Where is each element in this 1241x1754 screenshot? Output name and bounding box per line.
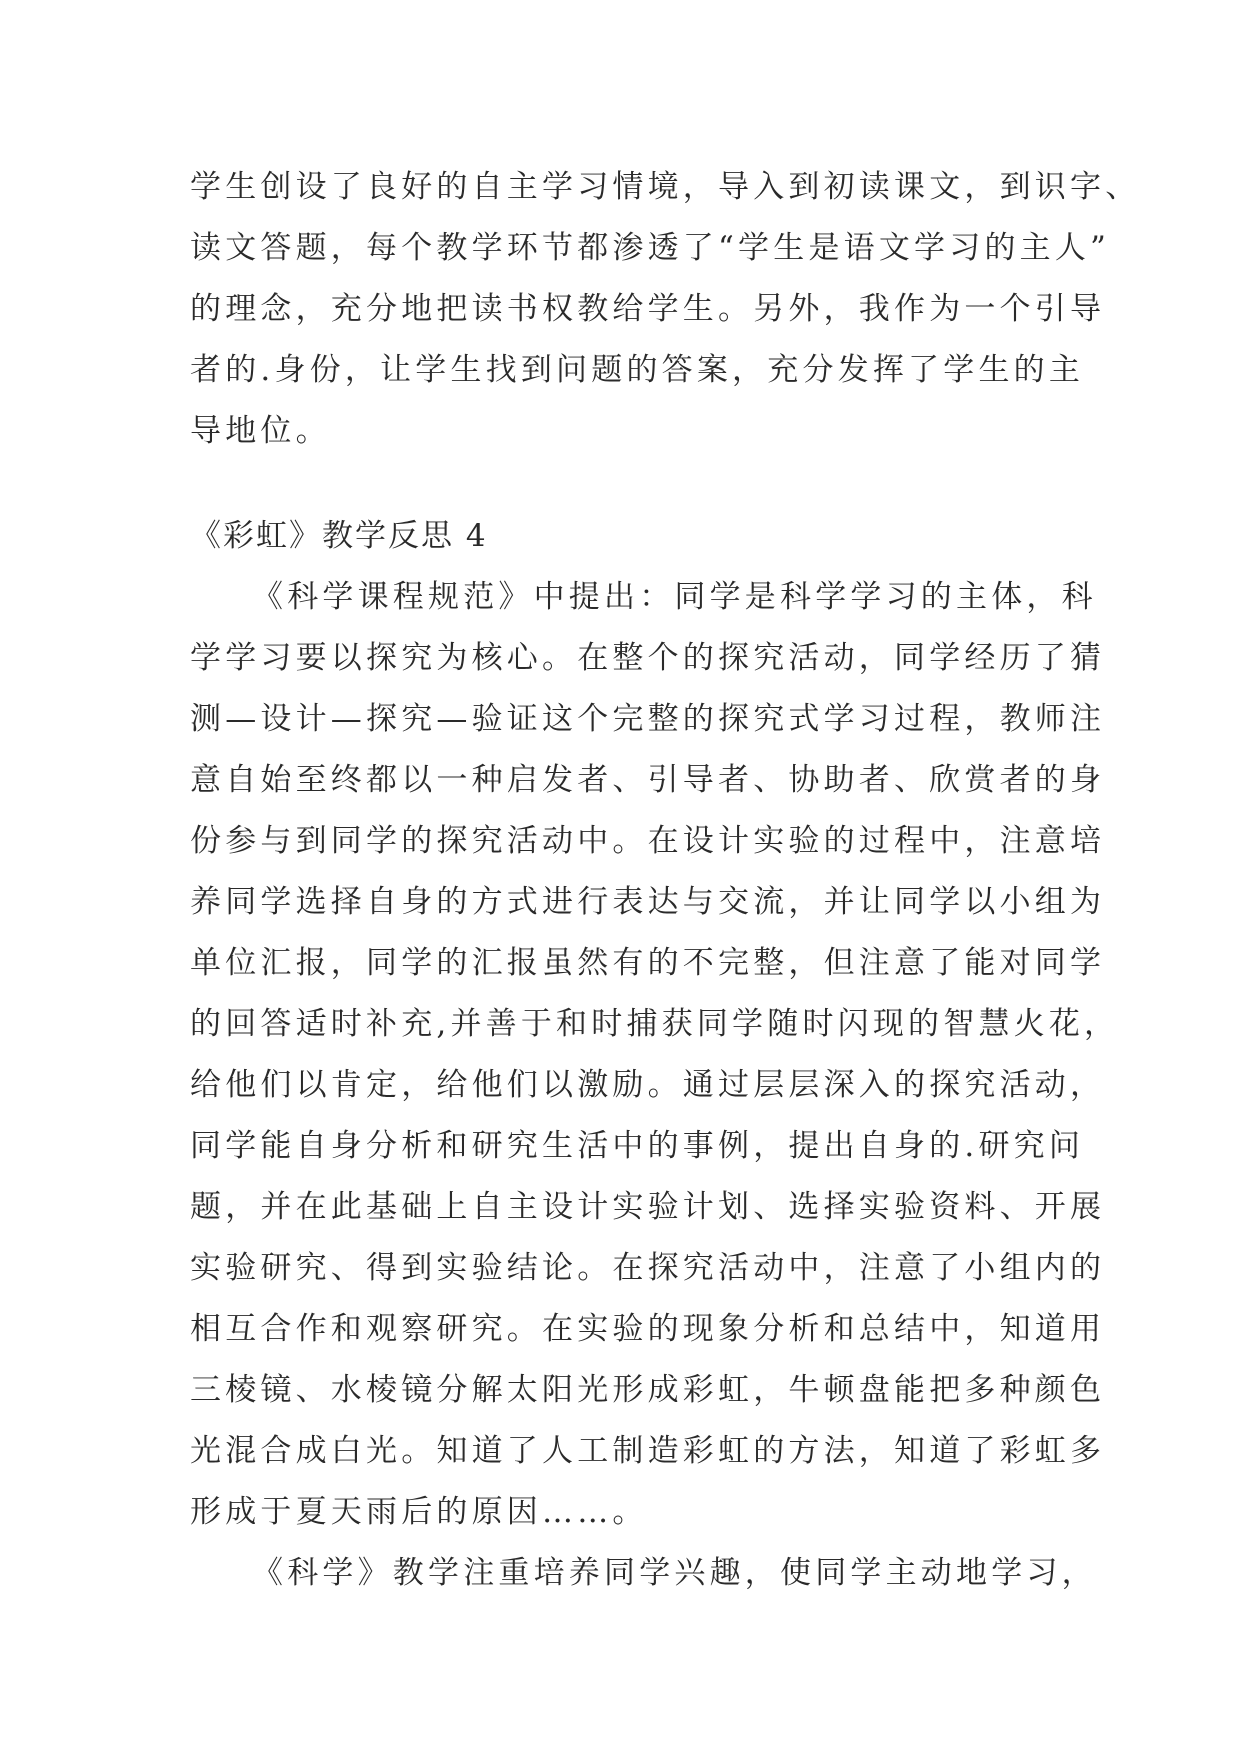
text-line: 的回答适时补充,并善于和时捕获同学随时闪现的智慧火花，	[190, 1006, 1120, 1042]
text-line: 给他们以肯定，给他们以激励。通过层层深入的探究活动，	[190, 1067, 1106, 1103]
text-line: 实验研究、得到实验结论。在探究活动中，注意了小组内的	[190, 1250, 1106, 1286]
text-line: 相互合作和观察研究。在实验的现象分析和总结中，知道用	[190, 1311, 1106, 1347]
text-line: 养同学选择自身的方式进行表达与交流，并让同学以小组为	[190, 884, 1106, 920]
text-line: 三棱镜、水棱镜分解太阳光形成彩虹，牛顿盘能把多种颜色	[190, 1372, 1106, 1408]
text-line: 形成于夏天雨后的原因……。	[190, 1494, 648, 1530]
text-line: 意自始至终都以一种启发者、引导者、协助者、欣赏者的身	[190, 762, 1106, 798]
text-line: 者的.身份，让学生找到问题的答案，充分发挥了学生的主	[190, 352, 1085, 388]
text-line: 导地位。	[190, 413, 331, 449]
text-line: 《科学》教学注重培养同学兴趣，使同学主动地学习，	[252, 1555, 1097, 1591]
text-line: 学学习要以探究为核心。在整个的探究活动，同学经历了猜	[190, 640, 1106, 676]
section-body	[190, 567, 1120, 1604]
text-line: 的理念，充分地把读书权教给学生。另外，我作为一个引导	[190, 291, 1106, 327]
text-line: 光混合成白光。知道了人工制造彩虹的方法，知道了彩虹多	[190, 1433, 1106, 1469]
text-line: 同学能自身分析和研究生活中的事例，提出自身的.研究问	[190, 1128, 1085, 1164]
text-line: 测—设计—探究—验证这个完整的探究式学习过程，教师注	[190, 701, 1106, 737]
text-line: 学生创设了良好的自主学习情境，导入到初读课文，到识字、	[190, 169, 1141, 205]
text-line: 单位汇报，同学的汇报虽然有的不完整，但注意了能对同学	[190, 945, 1106, 981]
section-heading: 《彩虹》教学反思 4	[190, 518, 488, 554]
text-line: 份参与到同学的探究活动中。在设计实验的过程中，注意培	[190, 823, 1106, 859]
text-line: 题，并在此基础上自主设计实验计划、选择实验资料、开展	[190, 1189, 1106, 1225]
paragraph-continued	[190, 157, 1141, 462]
text-line: 读文答题，每个教学环节都渗透了“学生是语文学习的主人”	[190, 230, 1111, 266]
text-line: 《科学课程规范》中提出：同学是科学学习的主体，科	[252, 579, 1097, 615]
